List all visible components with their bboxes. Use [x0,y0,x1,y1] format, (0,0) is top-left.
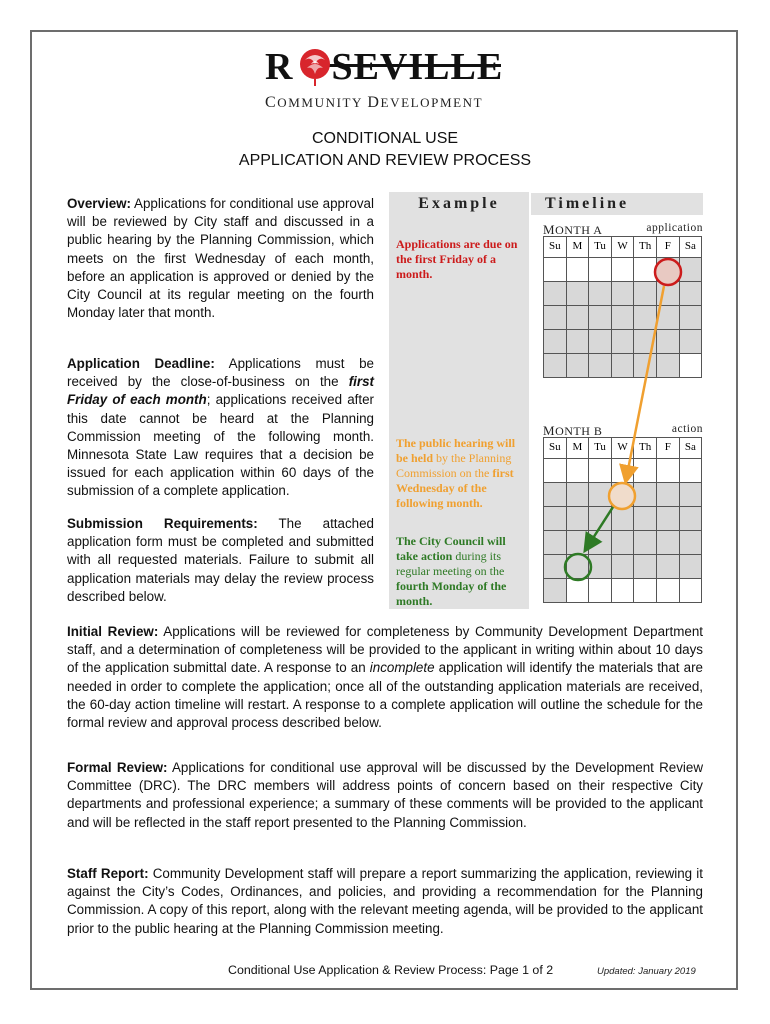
formal-review-paragraph [67,759,703,832]
note-council-1: The City Council will take action [396,534,506,563]
initial-review-emph: incomplete [369,660,435,676]
day-header: F [656,237,679,258]
day-header: Su [544,237,567,258]
logo-letters: SEVILLE [331,46,504,88]
staff-report-label: Staff Report: [67,866,149,881]
note-applications-due: Applications are due on the first Friday of a month. [396,237,518,281]
day-header: W [611,237,634,258]
note-hearing-2: by the Planning Commission on the [396,451,512,480]
arrow-to-hearing [626,286,664,480]
updated-date: Updated: January 2019 [597,966,696,977]
day-header: W [611,438,634,459]
day-header: Th [634,237,657,258]
deadline-emph-1: first [348,374,374,390]
month-a-tag: application [646,222,703,234]
staff-report-text: Community Development staff will prepare a report summarizing the application, reviewing it against the City’s Codes, Ordinances, and policies, and providing a recommendation for the Planning Commission. A copy of this report, along with the relevant meeting agenda, will be provided to the applicant prior to the public hearing at the Planning Commission meeting. [67,866,703,936]
public-hearing-marker [609,483,635,509]
submission-label: Submission Requirements: [67,516,258,531]
month-b-name: ONTH B [555,424,603,438]
arrow-to-council [586,507,613,549]
council-action-marker [565,554,591,580]
initial-review-paragraph [67,623,703,732]
initial-review-label: Initial Review: [67,624,159,639]
logo-sub-ommunity: OMMUNITY [277,95,368,110]
deadline-emph-2: Friday of each month [67,392,207,408]
deadline-text-2: ; applications received after this date cannot be heard at the Planning Commission meeting of the following month. Minnesota State Law requires that a decision be issued for each application within 60 days of the submission of a complete application. [67,392,374,499]
submission-text: The attached application form must be completed and submitted with all requested materials. Failure to submit all application materials may delay the review process described below. [67,516,374,604]
month-a-name: ONTH A [555,223,603,237]
day-header: Sa [679,438,702,459]
formal-review-label: Formal Review: [67,760,168,775]
logo-sub-c: C [265,94,278,111]
note-council-3: fourth Monday of the month. [396,579,507,608]
day-header: Th [634,438,657,459]
day-header: F [656,438,679,459]
month-b-initial: M [543,423,556,438]
staff-report-paragraph [67,865,703,938]
note-hearing-3: first Wednesday of the following month. [396,466,514,510]
example-header: Example [389,193,529,215]
month-a-initial: M [543,222,556,237]
formal-review-text: Applications for conditional use approval will be discussed by the Development Review Committee (DRC). The DRC members will address points of concern based on their respective City departments and professional experience; a summary of these comments will be provided to the applicant and will be reflected in the staff report presented to the Planning Commission. [67,760,703,830]
timeline-header: Timeline [531,193,703,215]
initial-review-text-1: Applications will be reviewed for completeness by Community Development Department staff, and a determination of completeness will be provided to the applicant in writing within about 10 days of the application submittal date. A response to an [67,624,703,676]
note-hearing-1: The public hearing will be held [396,436,516,465]
day-header: Sa [679,237,702,258]
application-due-marker [655,259,681,285]
day-header: M [566,237,589,258]
day-header: Tu [589,237,612,258]
logo-sub-evelopment: EVELOPMENT [380,95,484,110]
title-line-2: APPLICATION AND REVIEW PROCESS [238,152,532,169]
month-b-tag: action [671,423,703,435]
logo-sub-d: D [367,94,381,111]
day-header: M [566,438,589,459]
deadline-label: Application Deadline: [67,356,215,371]
deadline-text-1: Applications must be received by the close-of-business on the [67,356,374,390]
initial-review-text-2: application will identify the materials that are needed in order to complete the application; once all of the outstanding application materials are received, the 60-day action timeline will restart. A response to a complete application will outline the schedule for the formal review and approval process described below. [67,660,703,731]
note-council-2: during its regular meeting on the [396,549,505,578]
overview-label: Overview: [67,196,132,211]
overview-text: Applications for conditional use approval will be reviewed by City staff and discussed in a public hearing by the Planning Commission, which meets on the first Wednesday of each month, before an application is approved or denied by the City Council at its regular meeting on the fourth Monday later that month. [67,196,374,321]
day-header: Su [544,438,567,459]
logo-letter-r: R [265,46,294,88]
day-header: Tu [589,438,612,459]
title-line-1: CONDITIONAL USE [311,130,459,147]
page-footer: Conditional Use Application & Review Process: Page 1 of 2 [228,963,554,977]
